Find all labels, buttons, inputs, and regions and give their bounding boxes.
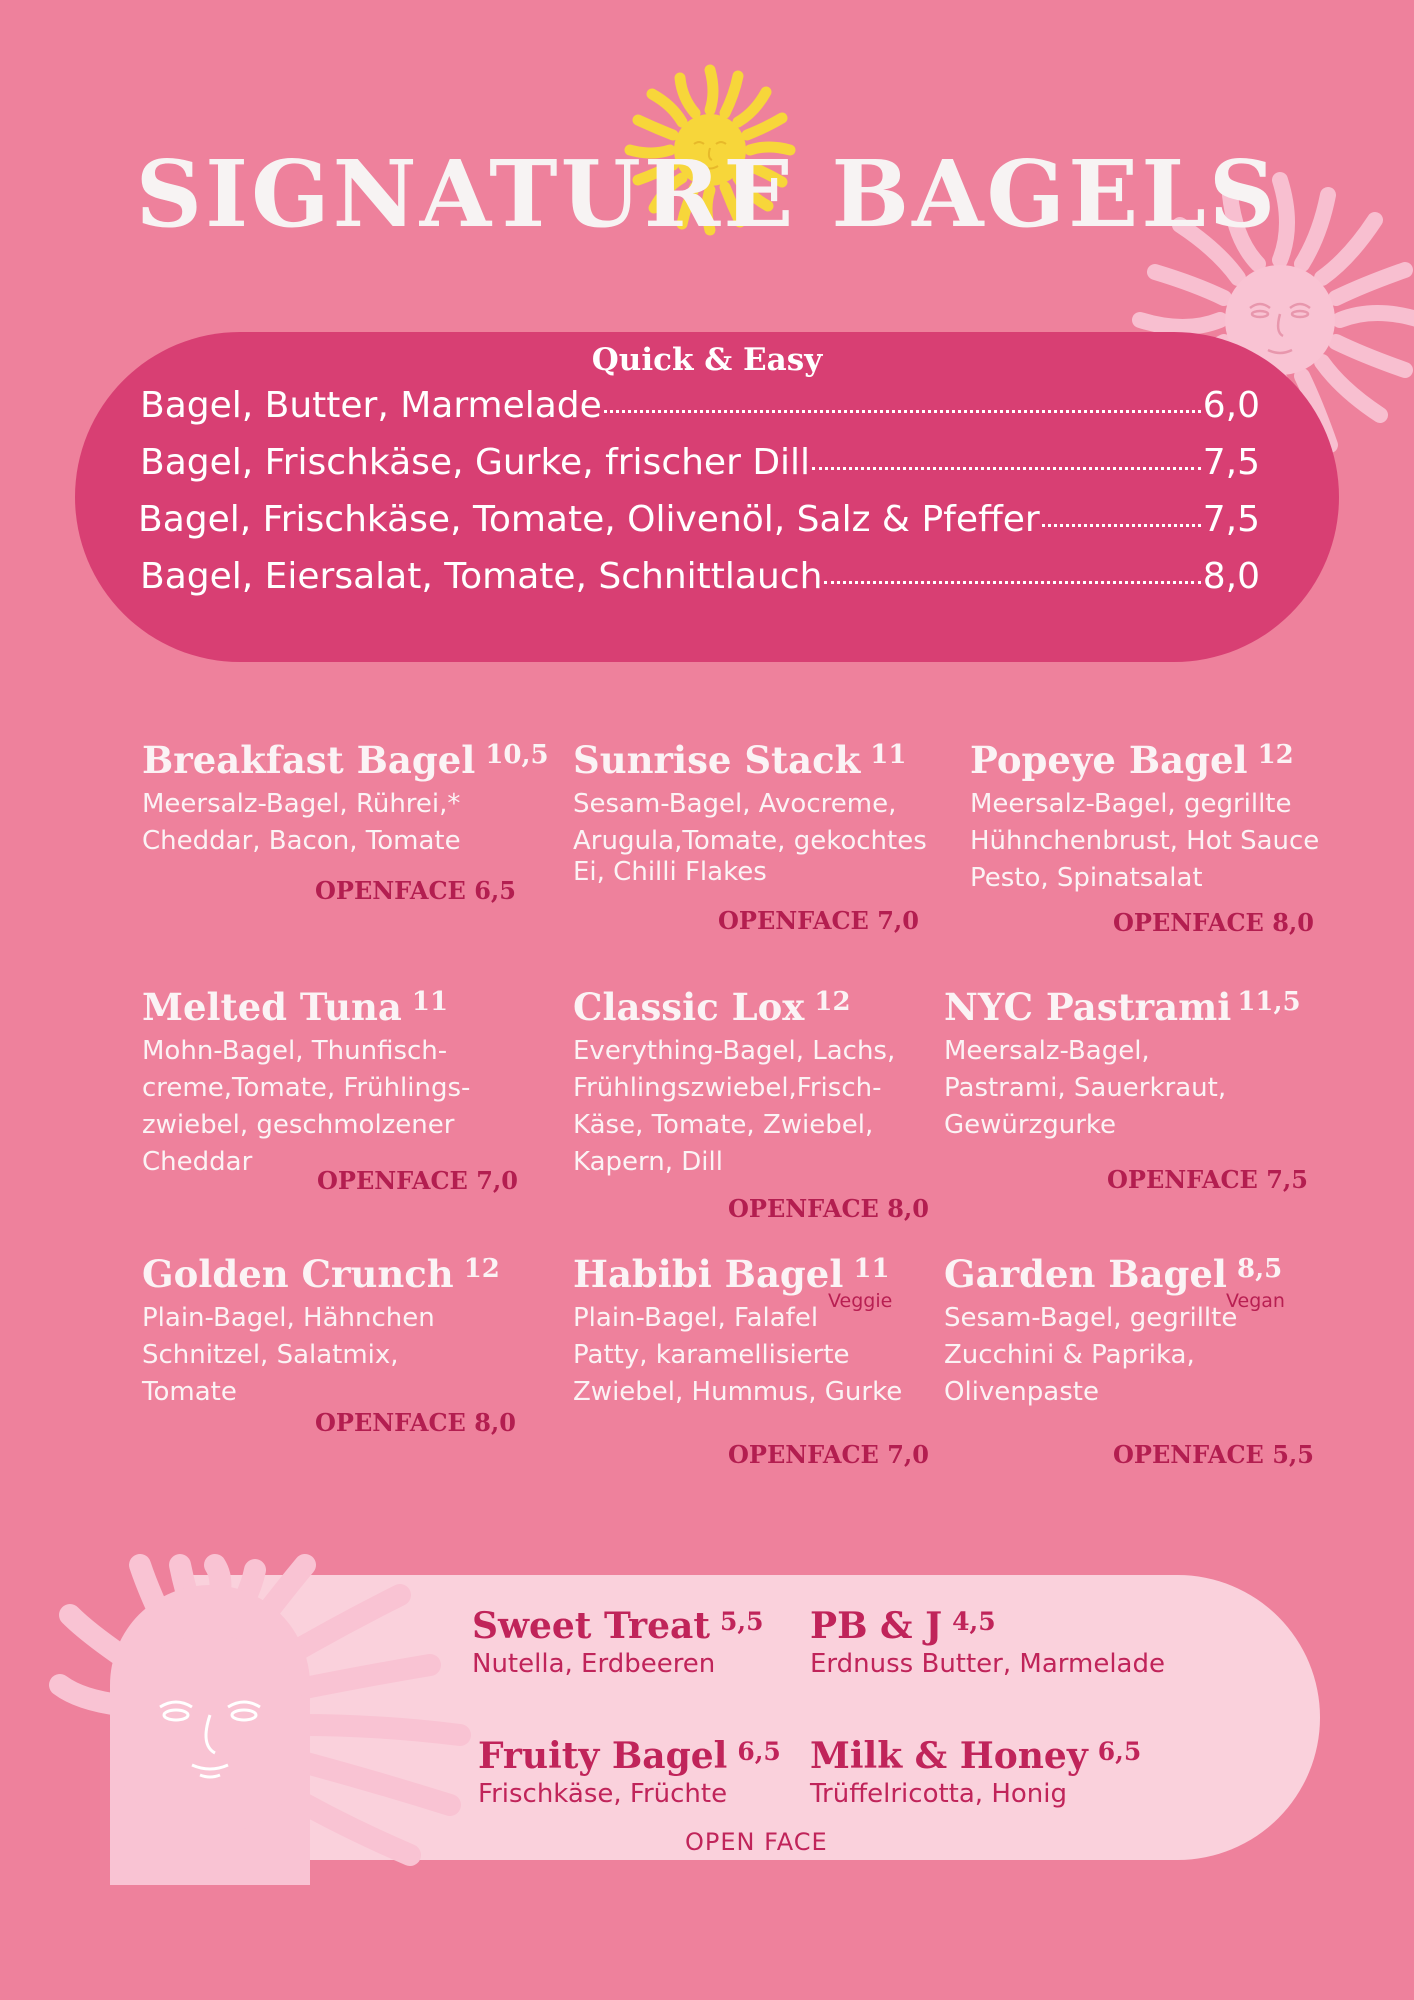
leader-dots [1042,523,1201,527]
openface-price: OPENFACE 7,0 [718,906,919,935]
item-name: Golden Crunch [142,1252,454,1296]
sun-face-icon-bottom-left [50,1555,490,1885]
desc-line: Tomate [142,1377,237,1407]
item-name: Garden Bagel [944,1252,1227,1296]
desc-line: Patty, karamellisierte [573,1340,850,1370]
desc-line: Everything-Bagel, Lachs, [573,1036,896,1066]
desc-line: Plain-Bagel, Falafel [573,1303,819,1333]
item-price: 11 [411,987,449,1017]
menu-item-breakfast-bagel [142,738,549,860]
item-name: Breakfast Bagel [142,738,476,782]
menu-item-nyc-pastrami [944,985,1344,1144]
page-title: SIGNATURE BAGELS [135,140,1279,248]
desc-line: creme,Tomate, Frühlings- [142,1073,471,1103]
item-price: 11 [870,740,907,770]
item-description [573,1033,973,1181]
item-name: Sunrise Stack [573,738,861,782]
item-description: Trüffelricotta, Honig [810,1779,1067,1809]
sweet-openface-label: OPEN FACE [685,1828,828,1856]
sweet-item-sweet-treat [472,1605,763,1679]
item-price: 6,5 [737,1737,781,1766]
quick-item-name: Bagel, Frischkäse, Gurke, frischer Dill [140,442,811,483]
item-name: Popeye Bagel [970,738,1248,782]
item-price: 6,5 [1097,1737,1142,1766]
desc-line: Mohn-Bagel, Thunfisch- [142,1036,448,1066]
item-price: 10,5 [485,740,549,770]
item-price: 8,5 [1236,1254,1283,1284]
menu-item-melted-tuna [142,985,542,1181]
item-description [573,786,973,891]
item-name: Melted Tuna [142,985,402,1029]
menu-item-golden-crunch [142,1252,542,1411]
quick-item-name: Bagel, Frischkäse, Tomate, Olivenöl, Salz & Pfeffer [138,499,1040,540]
desc-line: Cheddar, Bacon, Tomate [142,826,461,856]
leader-dots [812,466,1201,470]
veggie-tag: Veggie [828,1290,893,1312]
quick-easy-panel [75,332,1339,662]
menu-item-habibi-bagel [573,1252,973,1411]
desc-line: Pesto, Spinatsalat [970,863,1203,893]
item-name: Classic Lox [573,985,805,1029]
quick-item-name: Bagel, Eiersalat, Tomate, Schnittlauch [140,556,823,597]
desc-line: zwiebel, geschmolzener [142,1110,455,1140]
vegan-tag: Vegan [1226,1290,1285,1312]
desc-line: Schnitzel, Salatmix, [142,1340,399,1370]
openface-price: OPENFACE 6,5 [315,876,516,905]
item-name: PB & J [810,1605,943,1647]
leader-dots [604,409,1201,413]
quick-item [140,556,1260,606]
desc-line: Meersalz-Bagel, [944,1036,1150,1066]
item-name: Sweet Treat [472,1605,710,1647]
item-price: 12 [814,987,851,1017]
desc-line: Ei, Chilli Flakes [573,857,767,887]
item-price: 12 [463,1254,500,1284]
sweet-item-fruity-bagel [478,1735,781,1809]
item-description [944,1300,1344,1411]
desc-line: Plain-Bagel, Hähnchen [142,1303,435,1333]
item-description [142,1033,542,1181]
desc-line: Meersalz-Bagel, Rührei,* [142,789,461,819]
desc-line: Käse, Tomate, Zwiebel, [573,1110,874,1140]
desc-line: Zwiebel, Hummus, Gurke [573,1377,903,1407]
desc-line: Gewürzgurke [944,1110,1117,1140]
quick-item [140,442,1260,492]
desc-line: Cheddar [142,1147,253,1177]
sweet-item-pb-j [810,1605,1165,1679]
item-description [944,1033,1344,1144]
desc-line: Olivenpaste [944,1377,1099,1407]
item-price: 4,5 [952,1607,996,1636]
menu-item-garden-bagel [944,1252,1344,1411]
quick-item [138,499,1260,549]
desc-line: Kapern, Dill [573,1147,723,1177]
desc-line: Meersalz-Bagel, gegrillte [970,789,1292,819]
item-name: Habibi Bagel [573,1252,844,1296]
desc-line: Hühnchenbrust, Hot Sauce [970,826,1320,856]
menu-item-sunrise-stack [573,738,973,891]
item-description [142,786,542,860]
openface-price: OPENFACE 8,0 [728,1194,929,1223]
item-description: Erdnuss Butter, Marmelade [810,1649,1165,1679]
quick-item-price: 7,5 [1202,499,1260,540]
item-description [142,1300,542,1411]
openface-price: OPENFACE 7,0 [728,1440,929,1469]
item-price: 11,5 [1237,987,1301,1017]
openface-price: OPENFACE 8,0 [1113,908,1314,937]
desc-line: Frühlingszwiebel,Frisch- [573,1073,882,1103]
item-description: Frischkäse, Früchte [478,1779,728,1809]
quick-item-price: 7,5 [1202,442,1260,483]
openface-price: OPENFACE 7,5 [1107,1165,1308,1194]
item-description [573,1300,973,1411]
desc-line: Arugula,Tomate, gekochtes [573,826,927,856]
openface-price: OPENFACE 7,0 [317,1166,518,1195]
leader-dots [824,580,1200,584]
item-description: Nutella, Erdbeeren [472,1649,716,1679]
item-price: 5,5 [719,1607,764,1636]
openface-price: OPENFACE 8,0 [315,1408,516,1437]
menu-item-classic-lox [573,985,973,1181]
quick-item [140,385,1260,435]
openface-price: OPENFACE 5,5 [1113,1440,1314,1469]
desc-line: Pastrami, Sauerkraut, [944,1073,1227,1103]
item-price: 11 [853,1254,890,1284]
item-name: Milk & Honey [810,1735,1088,1777]
desc-line: Sesam-Bagel, gegrillte [944,1303,1238,1333]
quick-item-price: 6,0 [1202,385,1260,426]
desc-line: Sesam-Bagel, Avocreme, [573,789,897,819]
item-name: NYC Pastrami [944,985,1232,1029]
item-name: Fruity Bagel [478,1735,728,1777]
quick-item-price: 8,0 [1202,556,1260,597]
desc-line: Zucchini & Paprika, [944,1340,1195,1370]
menu-item-popeye-bagel [970,738,1370,897]
quick-easy-heading: Quick & Easy [591,342,823,378]
item-price: 12 [1257,740,1294,770]
item-description [970,786,1370,897]
sweet-item-milk-honey [810,1735,1141,1809]
quick-item-name: Bagel, Butter, Marmelade [140,385,602,426]
